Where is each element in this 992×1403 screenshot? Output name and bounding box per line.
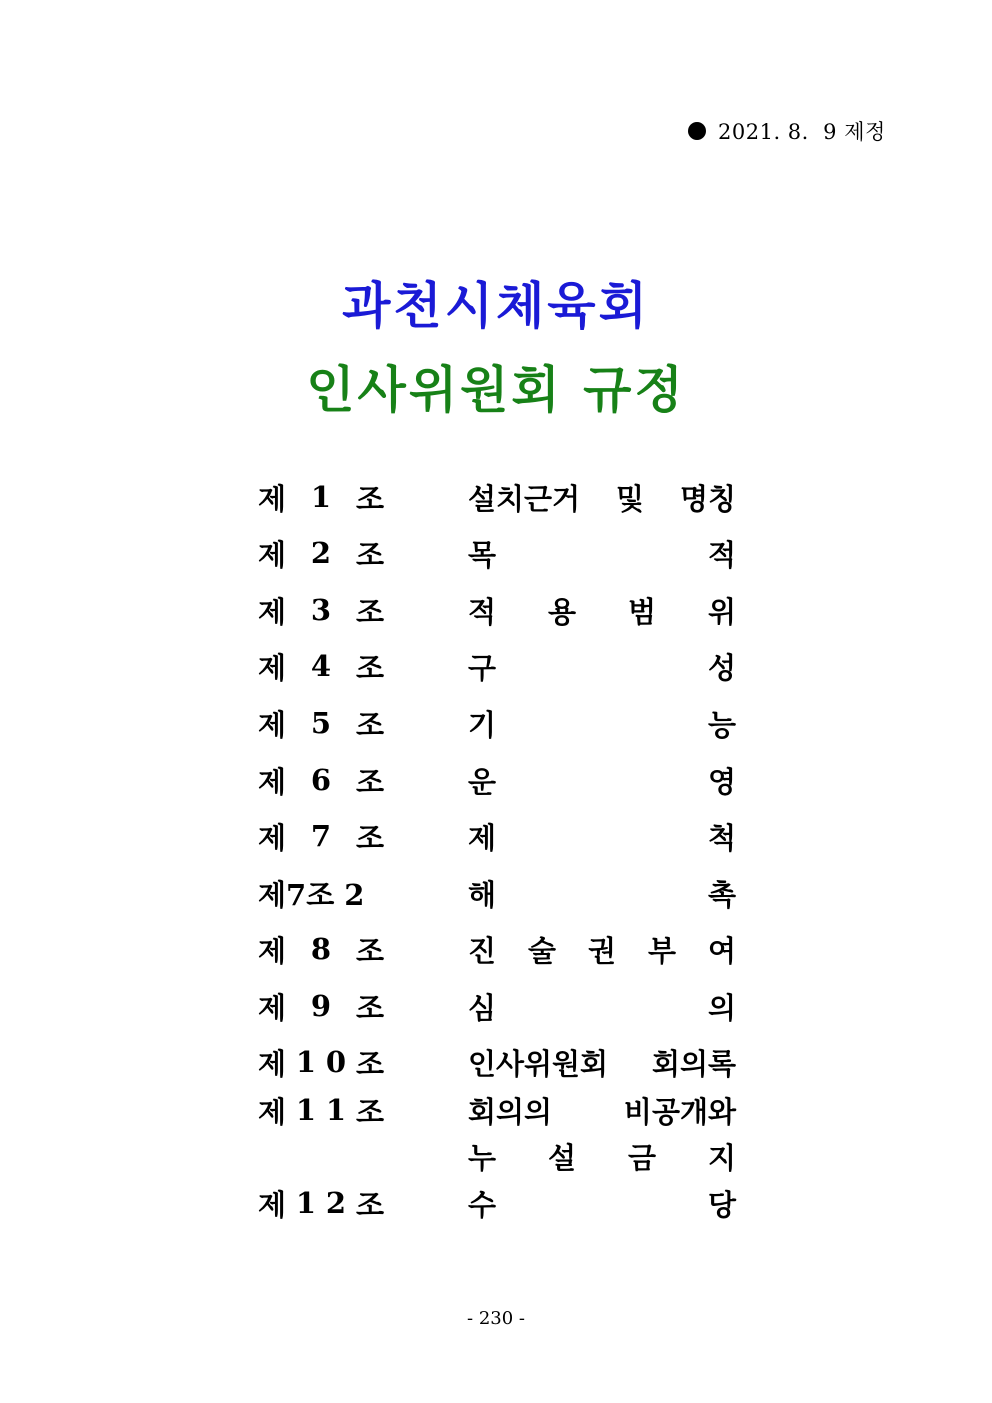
article-title (468, 929, 736, 969)
article-title (468, 873, 736, 913)
article-number-part: 6 (310, 763, 332, 797)
article-title-part: 설 (547, 1140, 576, 1175)
article-title (468, 533, 736, 573)
article-title (468, 590, 736, 630)
toc-row (0, 1136, 992, 1176)
article-number-part: 제 (258, 707, 287, 742)
toc-row (0, 986, 992, 1026)
article-number-part: 제 (258, 594, 287, 629)
article-title-part: 의 (707, 990, 736, 1025)
article-title-part: 능 (707, 707, 736, 742)
article-title-part: 범 (627, 594, 656, 629)
article-title (468, 986, 736, 1026)
article-title (468, 816, 736, 856)
article-title (468, 477, 736, 517)
article-number-part: 4 (310, 649, 332, 683)
article-number-part: 0 (325, 1045, 347, 1079)
article-title-part: 위 (707, 594, 736, 629)
article-number-part: 조 (355, 707, 384, 742)
article-number (258, 1136, 384, 1176)
article-number-part: 제 (258, 537, 287, 572)
enactment-date: 2021. 8. 9 제정 (718, 120, 886, 144)
article-number-part: 1 (295, 1186, 317, 1220)
article-title-part: 누 (468, 1140, 497, 1175)
article-title-part: 설치근거 및 명칭 (468, 481, 736, 516)
article-title-part: 여 (707, 933, 736, 968)
article-number (258, 533, 384, 573)
article-number-part: 조 (355, 537, 384, 572)
article-number-part: 2 (325, 1186, 347, 1220)
article-title (468, 646, 736, 686)
article-number-part: 조 (355, 764, 384, 799)
toc-row (0, 477, 992, 517)
toc-row (0, 760, 992, 800)
article-number (258, 477, 384, 517)
article-number-part: 제 (258, 650, 287, 685)
article-number (258, 590, 384, 630)
article-title (468, 1042, 736, 1082)
article-number (258, 646, 384, 686)
article-number (258, 1042, 384, 1082)
article-number-part: 2 (310, 536, 332, 570)
toc-row (0, 816, 992, 856)
article-number (258, 986, 384, 1026)
regulation-title: 인사위원회 규정 (306, 361, 686, 419)
article-title-part: 구 (468, 650, 497, 685)
article-number-part: 조 (355, 1187, 384, 1222)
article-number-part: 제 (258, 820, 287, 855)
article-title-part: 인사위원회 회의록 (468, 1046, 736, 1081)
toc-row (0, 703, 992, 743)
article-title-part: 척 (707, 820, 736, 855)
article-title-part: 진 (468, 933, 497, 968)
article-number-part: 조 (355, 990, 384, 1025)
article-title (468, 760, 736, 800)
toc-row (0, 590, 992, 630)
article-title-part: 지 (707, 1140, 736, 1175)
toc-row (0, 1090, 992, 1130)
article-title-part: 성 (707, 650, 736, 685)
page-number: - 230 - (467, 1308, 525, 1329)
article-number-part: 조 (355, 1046, 384, 1081)
article-number-part: 조 (355, 933, 384, 968)
article-title (468, 1183, 736, 1223)
toc-row (0, 1042, 992, 1082)
article-number (258, 760, 384, 800)
article-number-part: 제 (258, 1094, 287, 1129)
article-title-part: 적 (707, 537, 736, 572)
article-number (258, 873, 384, 913)
toc-row (0, 929, 992, 969)
article-title (468, 1090, 736, 1130)
article-title-part: 해 (468, 877, 497, 912)
article-title-part: 금 (627, 1140, 656, 1175)
article-title-part: 당 (707, 1187, 736, 1222)
toc-row (0, 873, 992, 913)
article-title-part: 회의의 비공개와 (468, 1094, 736, 1129)
article-title-part: 목 (468, 537, 497, 572)
article-number-part: 1 (295, 1093, 317, 1127)
article-title-part: 기 (468, 707, 497, 742)
article-number-part: 8 (310, 932, 332, 966)
toc-row (0, 1183, 992, 1223)
article-number-part: 5 (310, 706, 332, 740)
article-number-part: 7 (310, 819, 332, 853)
article-number (258, 1183, 384, 1223)
article-number-part: 조 (355, 1094, 384, 1129)
article-number (258, 929, 384, 969)
toc-row (0, 646, 992, 686)
article-title-part: 용 (547, 594, 576, 629)
article-number-part: 조 (355, 820, 384, 855)
organization-title: 과천시체육회 (342, 277, 650, 335)
article-number (258, 1090, 384, 1130)
article-title-part: 심 (468, 990, 497, 1025)
article-number (258, 703, 384, 743)
article-title (468, 1136, 736, 1176)
article-title-part: 술 (527, 933, 556, 968)
article-number-part: 조 (355, 594, 384, 629)
article-title-part: 수 (468, 1187, 497, 1222)
article-number-part: 1 (325, 1093, 347, 1127)
article-title-part: 영 (707, 764, 736, 799)
article-title-part: 권 (587, 933, 616, 968)
article-number-part: 제 (258, 764, 287, 799)
article-number-part: 제 (258, 990, 287, 1025)
article-number-part: 제 (258, 481, 287, 516)
article-number-part: 제 (258, 1187, 287, 1222)
article-title-part: 운 (468, 764, 497, 799)
article-title (468, 703, 736, 743)
article-number-part: 조 (355, 650, 384, 685)
article-number-part: 1 (295, 1045, 317, 1079)
article-number-part: 3 (310, 593, 332, 627)
toc-row (0, 533, 992, 573)
article-number-part: 조 (355, 481, 384, 516)
article-title-part: 촉 (707, 877, 736, 912)
article-number-part: 9 (310, 989, 332, 1023)
article-title-part: 부 (647, 933, 676, 968)
article-title-part: 적 (468, 594, 497, 629)
article-number-part: 제 (258, 933, 287, 968)
article-number-part: 1 (310, 480, 332, 514)
article-number-part: 제7조 2 (258, 877, 365, 912)
article-number (258, 816, 384, 856)
article-title-part: 제 (468, 820, 497, 855)
article-number-part: 제 (258, 1046, 287, 1081)
